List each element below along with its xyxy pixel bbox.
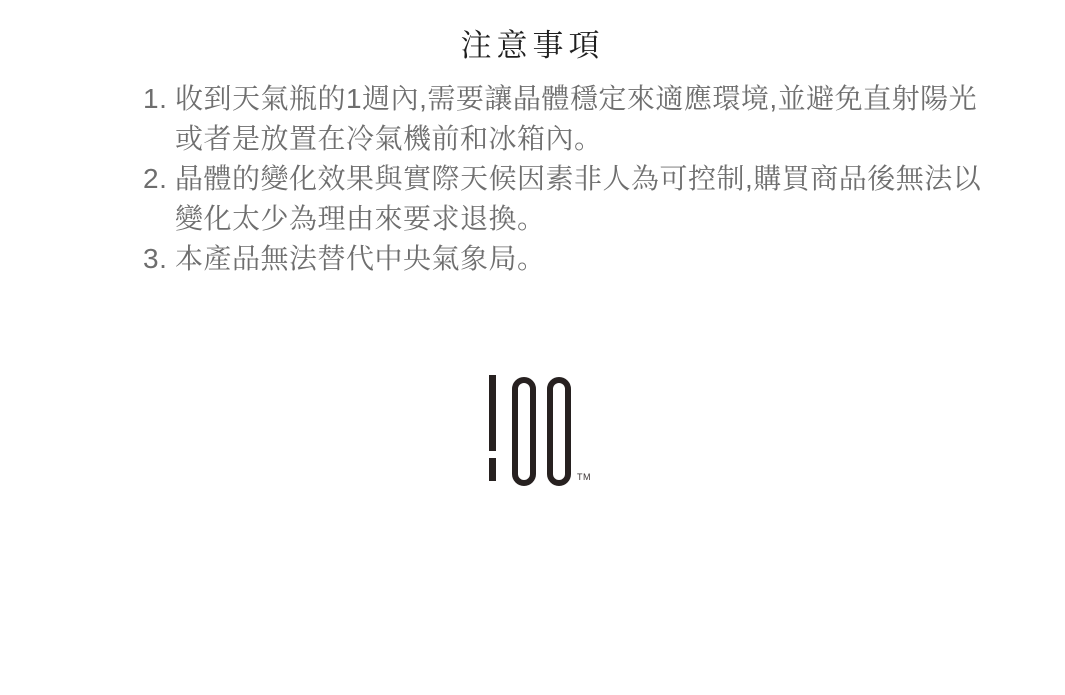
- text-line: 收到天氣瓶的1週內,需要讓晶體穩定來適應環境,並避免直射陽光: [175, 83, 978, 114]
- list-item-text: [175, 79, 977, 159]
- list-item-text: [175, 159, 981, 239]
- trademark-symbol: TM: [577, 472, 591, 482]
- text-line: 本產品無法替代中央氣象局。: [175, 243, 546, 274]
- list-item: [143, 79, 978, 159]
- logo-zero-icon: [512, 377, 536, 486]
- list-item-number: 3.: [143, 243, 168, 274]
- list-item-number: 1.: [143, 83, 168, 114]
- text-line: 晶體的變化效果與實際天候因素非人為可控制,購買商品後無法以: [175, 163, 982, 194]
- page-title: 注意事項: [460, 28, 605, 63]
- text-line: 或者是放置在冷氣機前和冰箱內。: [175, 123, 603, 154]
- notice-list: [143, 79, 982, 279]
- logo-zero-icon: [547, 377, 571, 486]
- list-item-number: 2.: [143, 163, 168, 194]
- logo-exclamation-bar-icon: [489, 375, 496, 451]
- logo-exclamation-dot-icon: [489, 458, 496, 481]
- list-item-text: [175, 239, 973, 279]
- brand-logo-100: [489, 375, 590, 486]
- list-item: [143, 159, 982, 239]
- list-item: [143, 239, 973, 279]
- text-line: 變化太少為理由來要求退換。: [175, 203, 546, 234]
